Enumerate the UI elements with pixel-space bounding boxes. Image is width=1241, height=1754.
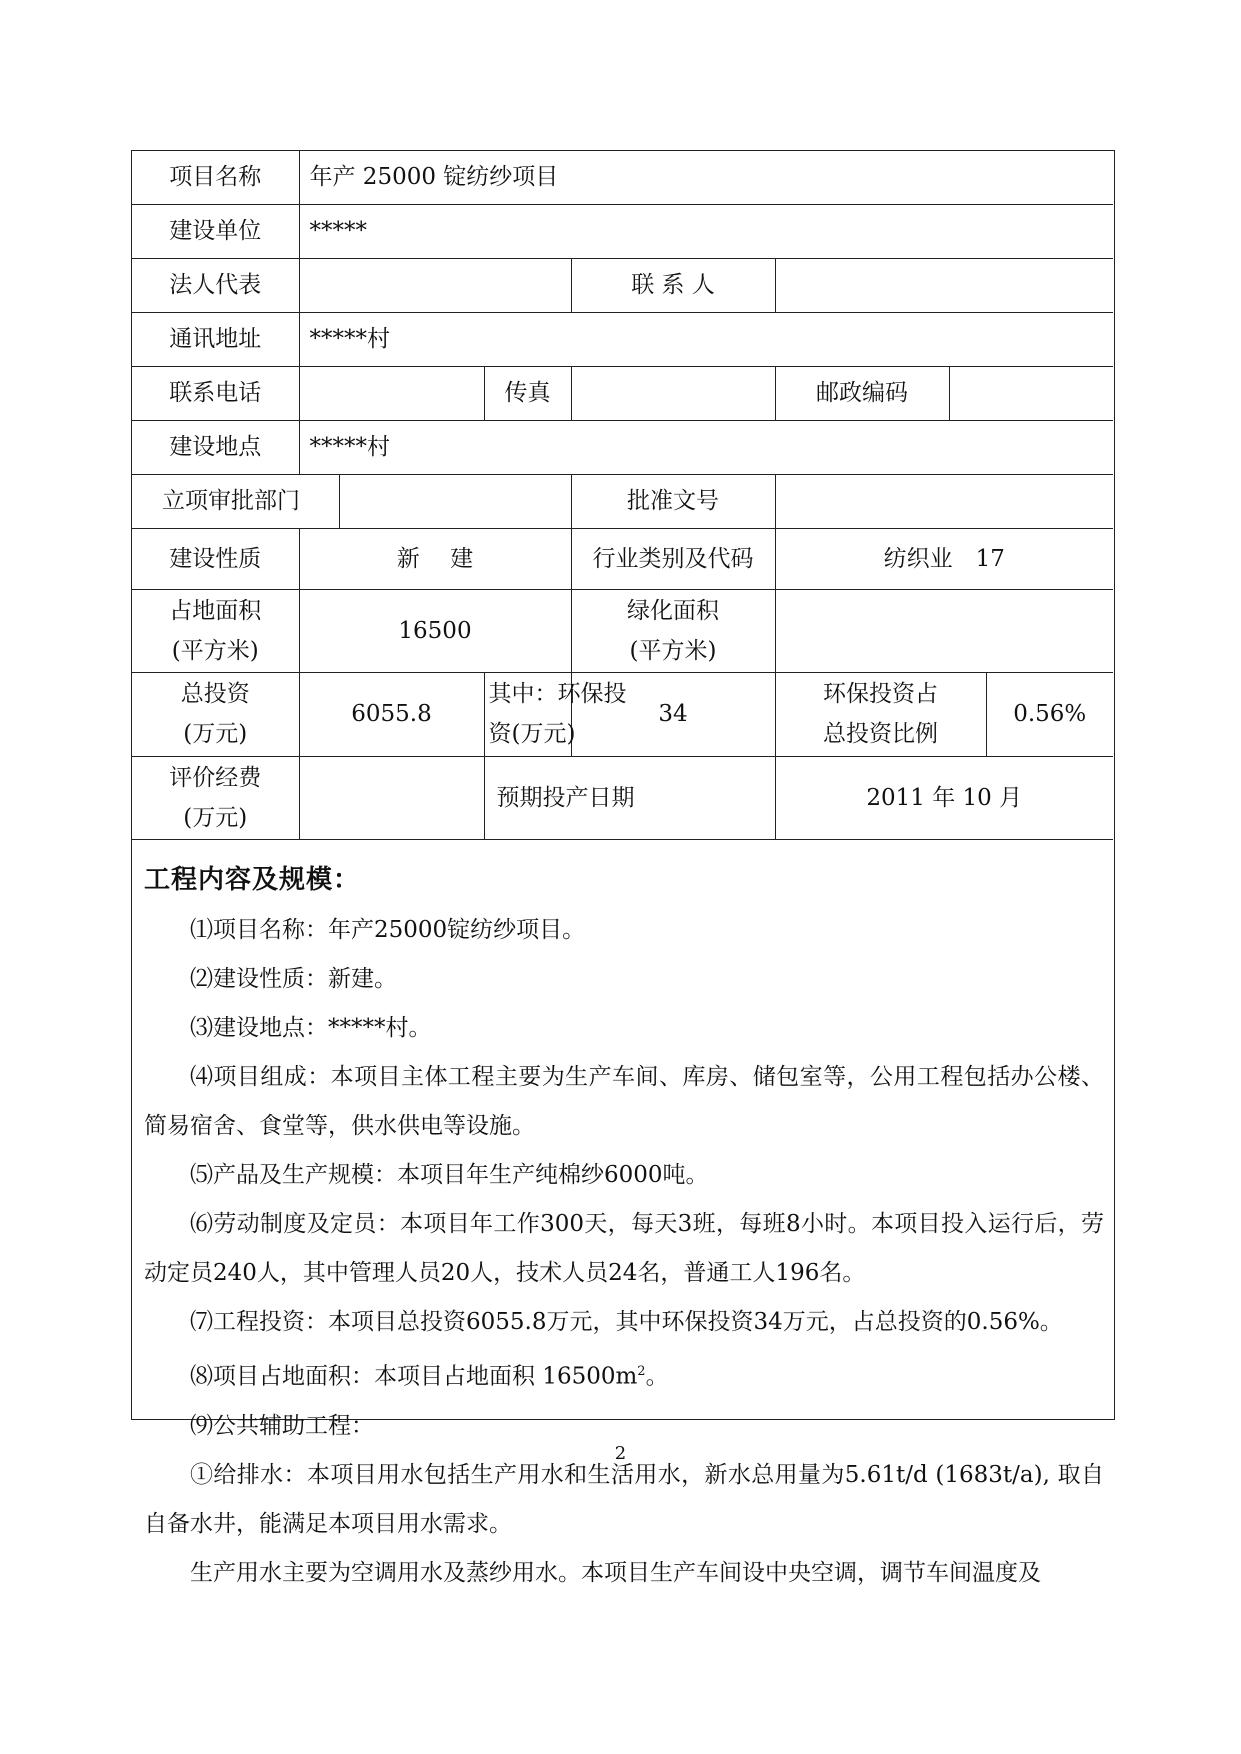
content-item-3: ⑶建设地点：*****村。 (190, 1015, 432, 1041)
land-area-label-line2: (平方米) (171, 637, 259, 664)
green-area-label-line2: (平方米) (629, 637, 717, 664)
project-info-table (132, 151, 1113, 840)
legal-rep-label: 法人代表 (132, 258, 299, 312)
prod-date-value: 2011 年 10 月 (775, 756, 1113, 839)
eval-fee-label (132, 756, 299, 839)
postcode-value (949, 366, 1113, 420)
fax-value (571, 366, 775, 420)
industry-value: 纺织业 17 (775, 528, 1113, 589)
env-invest-label-line1: 其中：环保投 (488, 681, 627, 707)
total-invest-label-line1: 总投资 (180, 681, 250, 707)
site-value: *****村 (299, 420, 1113, 474)
project-content-section (144, 851, 1104, 1598)
content-item-8-text: ⑻项目占地面积：本项目占地面积 16500m (190, 1363, 638, 1390)
green-area-label (571, 589, 775, 672)
content-item-4: ⑷项目组成：本项目主体工程主要为生产车间、库房、储包室等，公用工程包括办公楼、简易宿舍、食堂等，供水供电等设施。 (144, 1064, 1104, 1139)
env-invest-value: 34 (571, 672, 775, 756)
content-item-1: ⑴项目名称：年产25000锭纺纱项目。 (190, 917, 586, 943)
content-item-6: ⑹劳动制度及定员：本项目年工作300天，每天3班，每班8小时。本项目投入运行后，劳动定员240人，其中管理人员20人，技术人员24名，普通工人196名。 (144, 1211, 1104, 1286)
approval-no-label: 批准文号 (571, 474, 775, 528)
address-label: 通讯地址 (132, 312, 299, 366)
env-ratio-label-line1: 环保投资占 (823, 681, 938, 707)
builder-value: ***** (299, 204, 1113, 258)
total-invest-label-line2: (万元) (183, 721, 248, 747)
content-item-8-end: 。 (645, 1363, 669, 1390)
section-heading: 工程内容及规模： (144, 865, 361, 895)
eval-fee-label-line2: (万元) (183, 804, 248, 831)
content-item-2: ⑵建设性质：新建。 (190, 966, 397, 992)
approval-no-value (775, 474, 1113, 528)
project-name-value: 年产 25000 锭纺纱项目 (299, 151, 1113, 204)
content-item-9: ⑼公共辅助工程： (190, 1412, 374, 1439)
approval-dept-value (339, 474, 571, 528)
site-label: 建设地点 (132, 420, 299, 474)
content-item-11: 生产用水主要为空调用水及蒸纱用水。本项目生产车间设中央空调，调节车间温度及 (190, 1559, 1041, 1586)
nature-label: 建设性质 (132, 528, 299, 589)
green-area-label-line1: 绿化面积 (627, 597, 719, 624)
address-value: *****村 (299, 312, 1113, 366)
eval-fee-value (299, 756, 484, 839)
page-number: 2 (614, 1443, 627, 1464)
content-item-7: ⑺工程投资：本项目总投资6055.8万元，其中环保投资34万元，占总投资的0.56%。 (190, 1309, 1063, 1335)
phone-label: 联系电话 (132, 366, 299, 420)
contact-label: 联 系 人 (571, 258, 775, 312)
contact-value (775, 258, 1113, 312)
project-name-label: 项目名称 (132, 151, 299, 204)
builder-label: 建设单位 (132, 204, 299, 258)
approval-dept-label: 立项审批部门 (132, 474, 339, 528)
content-item-5: ⑸产品及生产规模：本项目年生产纯棉纱6000吨。 (190, 1162, 709, 1188)
content-item-10: ①给排水：本项目用水包括生产用水和生活用水，新水总用量为5.61t/d (1683t/a), 取自自备水井，能满足本项目用水需求。 (144, 1461, 1104, 1537)
legal-rep-value (299, 258, 571, 312)
env-ratio-value: 0.56% (986, 672, 1113, 756)
prod-date-label: 预期投产日期 (484, 756, 775, 839)
env-invest-label (484, 672, 627, 756)
form-frame (131, 150, 1115, 1586)
postcode-label: 邮政编码 (775, 366, 949, 420)
content-item-8-superscript: 2 (637, 1364, 646, 1379)
green-area-value (775, 589, 1113, 672)
env-ratio-label (775, 672, 986, 756)
land-area-label (132, 589, 299, 672)
land-area-value: 16500 (299, 589, 571, 672)
env-ratio-label-line2: 总投资比例 (823, 721, 938, 747)
content-item-8 (144, 1347, 1104, 1402)
env-invest-label-line2: 资(万元) (488, 721, 576, 747)
nature-value: 新 建 (299, 528, 571, 589)
total-invest-label (132, 672, 299, 756)
fax-label: 传真 (484, 366, 571, 420)
industry-label: 行业类别及代码 (571, 528, 775, 589)
total-invest-value: 6055.8 (299, 672, 484, 756)
land-area-label-line1: 占地面积 (169, 597, 262, 624)
eval-fee-label-line1: 评价经费 (169, 764, 262, 791)
phone-value (299, 366, 484, 420)
